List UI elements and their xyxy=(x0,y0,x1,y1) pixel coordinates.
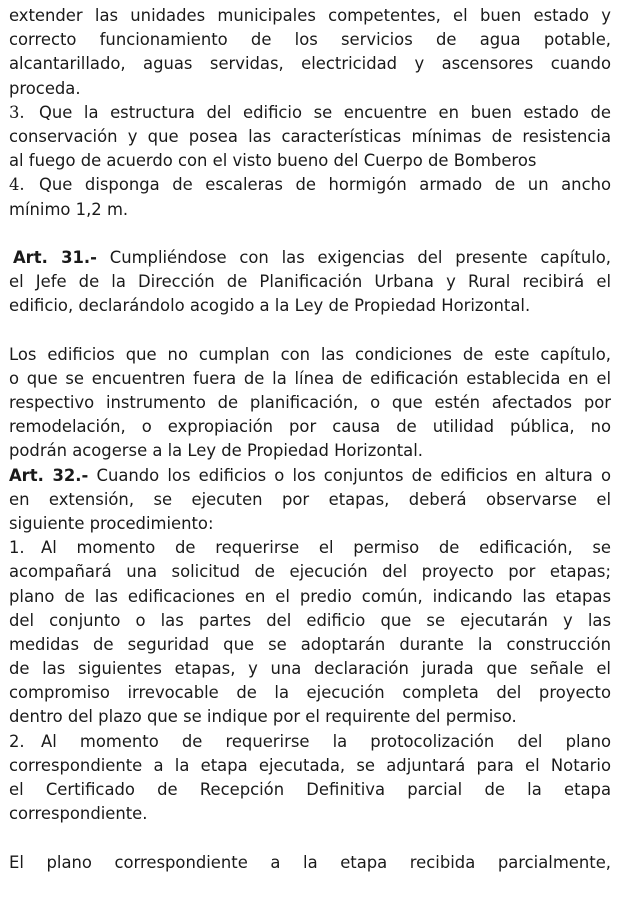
text-line: dentro del plazo que se indique por el requirente del permiso. xyxy=(9,707,517,727)
list-number: 3. xyxy=(9,102,25,122)
article-number: Art. 31.- xyxy=(13,247,97,267)
article-32-heading xyxy=(9,464,611,488)
article-number: Art. 32.- xyxy=(9,465,89,485)
text-line: Que la estructura del edificio se encuentre en buen estado de xyxy=(39,102,611,122)
list-item-1 xyxy=(9,536,611,560)
list-item-2 xyxy=(9,730,611,754)
text-line: podrán acogerse a la Ley de Propiedad Horizontal. xyxy=(9,441,423,461)
list-number: 2. xyxy=(9,731,25,751)
article-31-heading xyxy=(9,246,611,270)
text-line: proceda. xyxy=(9,78,81,98)
text-line: Al momento de requerirse la protocolización del plano xyxy=(41,731,611,751)
list-number: 4. xyxy=(9,175,25,195)
text-line: plano de las edificaciones en el predio común, indicando las etapas xyxy=(9,586,611,606)
text-line: Los edificios que no cumplan con las condiciones de este capítulo, xyxy=(9,344,611,364)
text-line: correspondiente a la etapa ejecutada, se adjuntará para el Notario xyxy=(9,755,611,775)
document-page xyxy=(9,4,611,875)
text-line: de las siguientes etapas, y una declaración jurada que señale el xyxy=(9,659,611,679)
text-line: Cuando los edificios o los conjuntos de edificios en altura o xyxy=(96,465,611,485)
text-line: Cumpliéndose con las exigencias del presente capítulo, xyxy=(109,247,611,267)
list-number: 1. xyxy=(9,538,25,558)
paragraph-gap xyxy=(9,222,611,246)
text-line: Al momento de requerirse el permiso de edificación, se xyxy=(41,538,611,558)
paragraph-gap xyxy=(9,318,611,342)
text-line: respectivo instrumento de planificación, o que estén afectados por xyxy=(9,393,611,412)
text-line: edificio, declarándolo acogido a la Ley de Propiedad Horizontal. xyxy=(9,296,531,316)
text-line: remodelación, o expropiación por causa de utilidad pública, no xyxy=(9,417,611,437)
text-line: en extensión, se ejecuten por etapas, deberá observarse el xyxy=(9,489,611,509)
paragraph-gap xyxy=(9,826,611,850)
text-line: el Certificado de Recepción Definitiva parcial de la etapa xyxy=(9,780,611,799)
text-line: El plano correspondiente a la etapa recibida parcialmente, xyxy=(9,852,611,872)
text-line: medidas de seguridad que se adoptarán durante la construcción xyxy=(9,634,611,654)
text-line: mínimo 1,2 m. xyxy=(9,199,129,219)
text-line: alcantarillado, aguas servidas, electricidad y ascensores cuando xyxy=(9,54,611,74)
text-line: conservación y que posea las características mínimas de resistencia xyxy=(9,126,611,146)
list-item-3 xyxy=(9,101,611,125)
text-line: del conjunto o las partes del edificio que se ejecutarán y las xyxy=(9,610,611,630)
list-item-4 xyxy=(9,173,611,197)
text-line: acompañará una solicitud de ejecución del proyecto por etapas; xyxy=(9,562,611,582)
text-line: correspondiente. xyxy=(9,804,148,824)
text-line: extender las unidades municipales competentes, el buen estado y xyxy=(9,6,611,25)
text-line: compromiso irrevocable de la ejecución completa del proyecto xyxy=(9,683,611,703)
text-line: correcto funcionamiento de los servicios de agua potable, xyxy=(9,30,611,50)
text-line: o que se encuentren fuera de la línea de edificación establecida en el xyxy=(9,368,611,388)
text-line: al fuego de acuerdo con el visto bueno del Cuerpo de Bomberos xyxy=(9,151,537,171)
text-line: siguiente procedimiento: xyxy=(9,513,214,533)
text-line: Que disponga de escaleras de hormigón armado de un ancho xyxy=(39,175,611,195)
text-line: el Jefe de la Dirección de Planificación Urbana y Rural recibirá el xyxy=(9,272,611,292)
